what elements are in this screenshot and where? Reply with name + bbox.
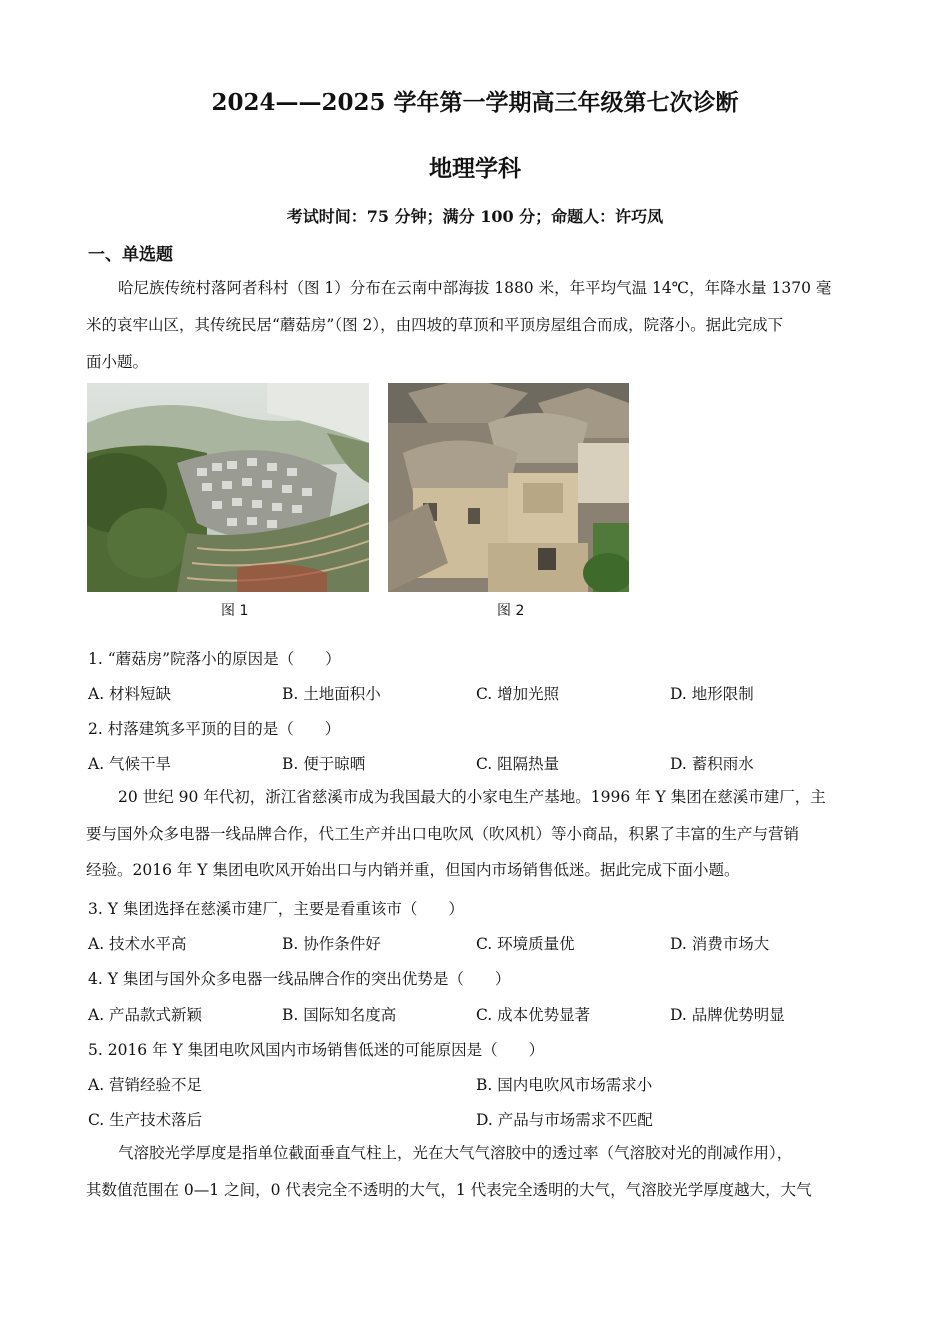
exam-title: 2024——2025 学年第一学期高三年级第七次诊断 bbox=[211, 89, 739, 116]
figure-2-caption: 图 2 bbox=[497, 603, 525, 619]
question-1-stem: 1. “蘑菇房”院落小的原因是（ ） bbox=[88, 650, 341, 668]
question-3-option-d[interactable]: D. 消费市场大 bbox=[670, 935, 770, 953]
subject-title: 地理学科 bbox=[429, 155, 521, 182]
question-3-stem: 3. Y 集团选择在慈溪市建厂，主要是看重该市（ ） bbox=[88, 900, 464, 918]
question-2-option-c[interactable]: C. 阻隔热量 bbox=[476, 755, 560, 773]
question-3-option-a[interactable]: A. 技术水平高 bbox=[88, 935, 187, 953]
passage-line: 面小题。 bbox=[86, 353, 149, 371]
question-4-option-b[interactable]: B. 国际知名度高 bbox=[282, 1006, 397, 1024]
question-2-option-d[interactable]: D. 蓄积雨水 bbox=[670, 755, 754, 773]
passage-line: 其数值范围在 0—1 之间，0 代表完全不透明的大气，1 代表完全透明的大气，气溶胶光学厚度越大，大气 bbox=[86, 1181, 812, 1199]
question-4-option-a[interactable]: A. 产品款式新颖 bbox=[88, 1006, 203, 1024]
question-4-option-c[interactable]: C. 成本优势显著 bbox=[476, 1006, 591, 1024]
question-1-option-c[interactable]: C. 增加光照 bbox=[476, 685, 560, 703]
question-1-option-a[interactable]: A. 材料短缺 bbox=[88, 685, 172, 703]
passage-line: 经验。2016 年 Y 集团电吹风开始出口与内销并重，但国内市场销售低迷。据此完成下面小题。 bbox=[86, 861, 740, 879]
passage-line: 20 世纪 90 年代初，浙江省慈溪市成为我国最大的小家电生产基地。1996 年 Y 集团在慈溪市建厂，主 bbox=[118, 788, 826, 806]
passage-line: 哈尼族传统村落阿者科村（图 1）分布在云南中部海拔 1880 米，年平均气温 14℃，年降水量 1370 毫 bbox=[118, 279, 832, 297]
question-2-option-b[interactable]: B. 便于晾晒 bbox=[282, 755, 366, 773]
question-3-option-c[interactable]: C. 环境质量优 bbox=[476, 935, 575, 953]
passage-line: 米的哀牢山区，其传统民居“蘑菇房”（图 2），由四坡的草顶和平顶房屋组合而成，院落小。据此完成下 bbox=[86, 316, 784, 334]
question-5-option-a[interactable]: A. 营销经验不足 bbox=[88, 1076, 203, 1094]
exam-info: 考试时间：75 分钟；满分 100 分；命题人：许巧凤 bbox=[286, 207, 664, 226]
question-1-option-d[interactable]: D. 地形限制 bbox=[670, 685, 754, 703]
question-2-option-a[interactable]: A. 气候干旱 bbox=[88, 755, 172, 773]
question-4-stem: 4. Y 集团与国外众多电器一线品牌合作的突出优势是（ ） bbox=[88, 970, 511, 988]
question-1-option-b[interactable]: B. 土地面积小 bbox=[282, 685, 381, 703]
question-5-option-b[interactable]: B. 国内电吹风市场需求小 bbox=[476, 1076, 653, 1094]
figure-1-caption: 图 1 bbox=[221, 603, 249, 619]
question-4-option-d[interactable]: D. 品牌优势明显 bbox=[670, 1006, 785, 1024]
passage-line: 要与国外众多电器一线品牌合作，代工生产并出口电吹风（吹风机）等小商品，积累了丰富的生产与营销 bbox=[86, 825, 800, 843]
question-5-option-d[interactable]: D. 产品与市场需求不匹配 bbox=[476, 1111, 653, 1129]
question-5-stem: 5. 2016 年 Y 集团电吹风国内市场销售低迷的可能原因是（ ） bbox=[88, 1041, 545, 1059]
question-2-stem: 2. 村落建筑多平顶的目的是（ ） bbox=[88, 720, 341, 738]
figure-2-mushroom-house-photo bbox=[388, 383, 629, 592]
section-title: 一、单选题 bbox=[88, 245, 173, 265]
passage-line: 气溶胶光学厚度是指单位截面垂直气柱上，光在大气气溶胶中的透过率（气溶胶对光的削减作用）， bbox=[118, 1144, 793, 1162]
question-3-option-b[interactable]: B. 协作条件好 bbox=[282, 935, 381, 953]
question-5-option-c[interactable]: C. 生产技术落后 bbox=[88, 1111, 203, 1129]
figure-1-village-photo bbox=[87, 383, 369, 592]
